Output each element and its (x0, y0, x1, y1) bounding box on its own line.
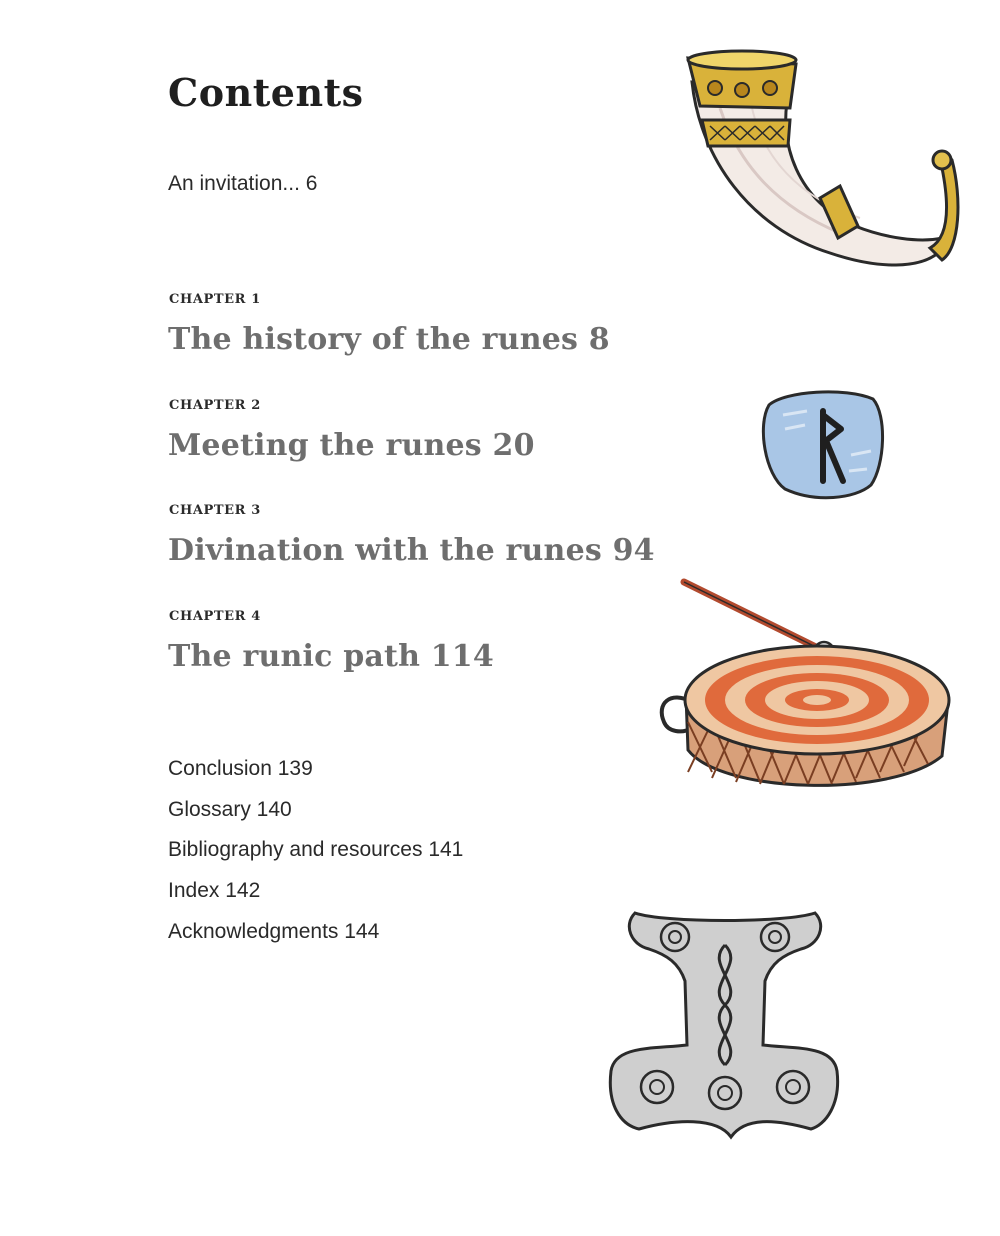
chapter-2-label: CHAPTER 2 (169, 398, 261, 413)
toc-index[interactable]: Index 142 (168, 879, 261, 902)
toc-bibliography[interactable]: Bibliography and resources 141 (168, 838, 464, 861)
thors-hammer-icon (605, 905, 845, 1145)
drinking-horn-icon (680, 48, 970, 298)
toc-acknowledgments[interactable]: Acknowledgments 144 (168, 920, 380, 943)
page-title: Contents (168, 70, 364, 115)
chapter-4-label: CHAPTER 4 (169, 609, 261, 624)
toc-conclusion[interactable]: Conclusion 139 (168, 757, 313, 780)
chapter-2-title[interactable]: Meeting the runes 20 (168, 428, 535, 463)
toc-intro[interactable]: An invitation... 6 (168, 172, 318, 195)
chapter-1-title[interactable]: The history of the runes 8 (168, 322, 610, 357)
chapter-3-title[interactable]: Divination with the runes 94 (168, 533, 655, 568)
toc-glossary[interactable]: Glossary 140 (168, 798, 292, 821)
chapter-1-label: CHAPTER 1 (169, 292, 261, 307)
chapter-3-label: CHAPTER 3 (169, 503, 261, 518)
chapter-4-title[interactable]: The runic path 114 (168, 639, 494, 674)
rune-stone-icon (755, 385, 890, 505)
shaman-drum-icon (652, 572, 962, 802)
